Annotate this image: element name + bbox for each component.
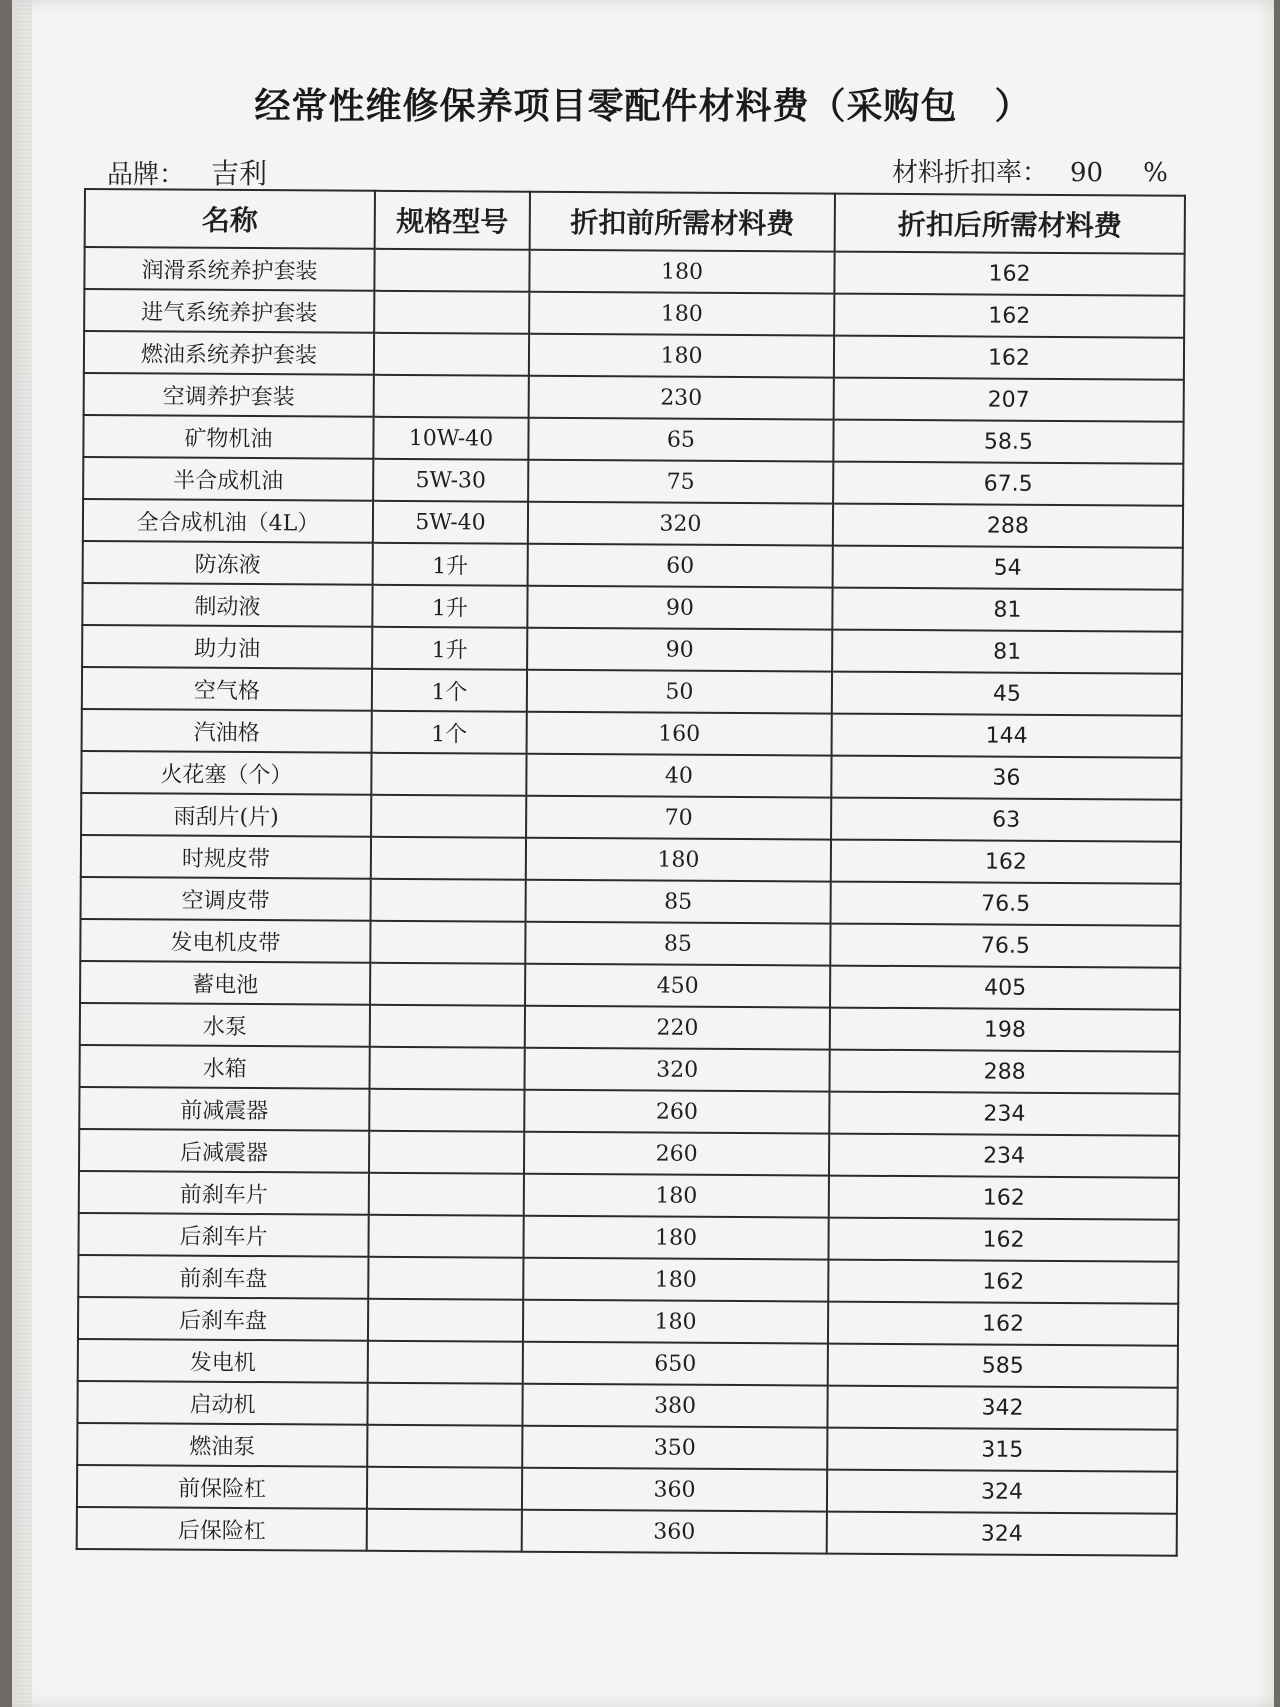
cell-cost-after: 234 — [829, 1134, 1179, 1178]
cell-spec — [367, 1383, 522, 1426]
table-row — [79, 1087, 1179, 1136]
cell-cost-after: 288 — [833, 504, 1183, 548]
cell-spec — [374, 291, 529, 334]
cell-cost-after: 162 — [834, 252, 1184, 296]
cell-spec: 5W-40 — [373, 501, 528, 544]
cell-cost-before: 160 — [527, 712, 832, 756]
cell-name: 蓄电池 — [80, 961, 370, 1005]
cell-cost-before: 180 — [529, 292, 834, 336]
cell-spec — [371, 753, 526, 796]
cell-cost-before: 180 — [529, 250, 834, 294]
cell-name: 前刹车片 — [79, 1171, 369, 1215]
table-body — [77, 247, 1185, 1556]
table-row — [80, 1045, 1180, 1094]
cell-name: 前刹车盘 — [78, 1255, 368, 1299]
cell-spec — [367, 1467, 522, 1510]
table-row — [80, 1003, 1180, 1052]
cell-name: 防冻液 — [83, 541, 373, 585]
cell-name: 后减震器 — [79, 1129, 369, 1173]
cell-spec — [368, 1215, 523, 1258]
cell-spec — [370, 963, 525, 1006]
cell-name: 后刹车盘 — [78, 1297, 368, 1341]
cell-cost-before: 360 — [522, 1468, 827, 1512]
cell-cost-before: 180 — [526, 838, 831, 882]
table-row — [78, 1213, 1178, 1262]
cell-cost-before: 90 — [527, 586, 832, 630]
paper-sheet — [12, 0, 1274, 1707]
cell-spec — [371, 879, 526, 922]
cell-cost-after: 198 — [830, 1008, 1180, 1052]
cell-cost-before: 260 — [524, 1090, 829, 1134]
cell-cost-after: 162 — [831, 840, 1181, 884]
cell-cost-after: 234 — [829, 1092, 1179, 1136]
cell-spec — [367, 1425, 522, 1468]
table-row — [79, 1129, 1179, 1178]
cell-cost-after: 76.5 — [830, 924, 1180, 968]
cell-cost-after: 207 — [834, 378, 1184, 422]
cell-cost-after: 405 — [830, 966, 1180, 1010]
cell-cost-after: 342 — [827, 1386, 1177, 1430]
header-cost-before: 折扣前所需材料费 — [530, 192, 835, 252]
cell-spec — [374, 333, 529, 376]
cell-cost-before: 50 — [527, 670, 832, 714]
cell-cost-before: 350 — [522, 1426, 827, 1470]
cell-spec — [369, 1089, 524, 1132]
cell-cost-before: 85 — [526, 880, 831, 924]
cell-cost-after: 36 — [831, 756, 1181, 800]
cell-spec — [370, 1047, 525, 1090]
cell-cost-before: 320 — [525, 1048, 830, 1092]
table-row — [81, 793, 1181, 842]
cell-name: 空调皮带 — [81, 877, 371, 921]
cell-cost-after: 162 — [829, 1176, 1179, 1220]
cell-name: 汽油格 — [82, 709, 372, 753]
table-row — [77, 1465, 1177, 1514]
cell-name: 启动机 — [77, 1381, 367, 1425]
cell-spec: 1升 — [372, 585, 527, 628]
cell-cost-before: 260 — [524, 1132, 829, 1176]
cell-cost-after: 162 — [828, 1302, 1178, 1346]
cell-cost-after: 162 — [834, 294, 1184, 338]
brand-line — [107, 152, 267, 192]
cell-spec — [371, 795, 526, 838]
table-header-row — [85, 189, 1185, 254]
cell-spec — [369, 1131, 524, 1174]
cell-name: 火花塞（个） — [81, 751, 371, 795]
cell-cost-before: 75 — [528, 460, 833, 504]
cell-name: 水泵 — [80, 1003, 370, 1047]
table-row — [83, 541, 1183, 590]
cell-spec: 1个 — [372, 711, 527, 754]
cell-cost-before: 650 — [523, 1342, 828, 1386]
table-row — [79, 1171, 1179, 1220]
cell-cost-after: 54 — [833, 546, 1183, 590]
header-spec: 规格型号 — [375, 191, 530, 250]
table-row — [78, 1297, 1178, 1346]
cell-spec — [368, 1299, 523, 1342]
cell-cost-after: 324 — [827, 1470, 1177, 1514]
cell-name: 时规皮带 — [81, 835, 371, 879]
cell-cost-after: 76.5 — [831, 882, 1181, 926]
brand-value: 吉利 — [211, 157, 268, 190]
cell-spec — [371, 837, 526, 880]
table-row — [80, 961, 1180, 1010]
table-row — [83, 415, 1183, 464]
cell-cost-before: 180 — [524, 1174, 829, 1218]
cell-cost-before: 180 — [523, 1300, 828, 1344]
table-row — [81, 877, 1181, 926]
table-row — [84, 289, 1184, 338]
cell-name: 空调养护套装 — [84, 373, 374, 417]
cell-name: 燃油泵 — [77, 1423, 367, 1467]
cell-spec — [374, 249, 529, 292]
cell-cost-after: 63 — [831, 798, 1181, 842]
cell-cost-before: 90 — [527, 628, 832, 672]
cell-cost-before: 320 — [528, 502, 833, 546]
table-row — [78, 1255, 1178, 1304]
cell-name: 进气系统养护套装 — [84, 289, 374, 333]
table-row — [83, 457, 1183, 506]
cell-cost-after: 81 — [832, 630, 1182, 674]
cell-name: 助力油 — [82, 625, 372, 669]
cell-cost-before: 85 — [525, 922, 830, 966]
table-row — [82, 583, 1182, 632]
cell-spec — [368, 1341, 523, 1384]
cell-spec — [374, 375, 529, 418]
cell-cost-after: 162 — [828, 1218, 1178, 1262]
table-row — [82, 709, 1182, 758]
cell-name: 前减震器 — [79, 1087, 369, 1131]
cell-name: 雨刮片(片) — [81, 793, 371, 837]
table-row — [77, 1423, 1177, 1472]
cell-spec: 1升 — [372, 627, 527, 670]
cell-spec: 10W-40 — [373, 417, 528, 460]
header-cost-after: 折扣后所需材料费 — [835, 194, 1185, 254]
cell-name: 水箱 — [80, 1045, 370, 1089]
cell-spec: 1升 — [373, 543, 528, 586]
cell-cost-after: 162 — [828, 1260, 1178, 1304]
discount-line — [892, 152, 1168, 189]
cell-name: 前保险杠 — [77, 1465, 367, 1509]
cell-cost-after: 585 — [828, 1344, 1178, 1388]
cell-cost-after: 67.5 — [833, 462, 1183, 506]
cell-name: 矿物机油 — [83, 415, 373, 459]
cell-cost-before: 180 — [529, 334, 834, 378]
table-row — [82, 667, 1182, 716]
cell-cost-after: 324 — [827, 1512, 1177, 1556]
cell-spec — [370, 921, 525, 964]
cell-cost-before: 180 — [523, 1216, 828, 1260]
cell-cost-after: 288 — [829, 1050, 1179, 1094]
cell-name: 润滑系统养护套装 — [84, 247, 374, 291]
cell-spec: 5W-30 — [373, 459, 528, 502]
cell-name: 半合成机油 — [83, 457, 373, 501]
paper-stack-edge — [12, 0, 32, 1707]
cell-spec — [367, 1509, 522, 1552]
cell-cost-after: 315 — [827, 1428, 1177, 1472]
cell-name: 全合成机油（4L） — [83, 499, 373, 543]
parts-cost-table — [76, 188, 1186, 1557]
discount-value: 90 — [1070, 158, 1104, 188]
cell-cost-after: 162 — [834, 336, 1184, 380]
cell-name: 制动液 — [82, 583, 372, 627]
cell-cost-after: 58.5 — [833, 420, 1183, 464]
brand-label: 品牌： — [107, 160, 186, 190]
cell-cost-before: 180 — [523, 1258, 828, 1302]
cell-cost-before: 220 — [525, 1006, 830, 1050]
cell-cost-after: 45 — [832, 672, 1182, 716]
cell-name: 发电机皮带 — [80, 919, 370, 963]
table-row — [80, 919, 1180, 968]
cell-spec — [368, 1257, 523, 1300]
table-row — [82, 625, 1182, 674]
cell-name: 燃油系统养护套装 — [84, 331, 374, 375]
cell-cost-before: 40 — [526, 754, 831, 798]
cell-spec — [370, 1005, 525, 1048]
document-title: 经常性维修保养项目零配件材料费（采购包 ） — [254, 85, 1032, 127]
table-row — [81, 835, 1181, 884]
cell-name: 后保险杠 — [77, 1507, 367, 1551]
cell-cost-after: 81 — [832, 588, 1182, 632]
cell-name: 空气格 — [82, 667, 372, 711]
cell-cost-before: 65 — [528, 418, 833, 462]
cell-cost-before: 230 — [529, 376, 834, 420]
cell-cost-before: 70 — [526, 796, 831, 840]
cell-cost-after: 144 — [832, 714, 1182, 758]
table-row — [83, 499, 1183, 548]
cell-spec — [369, 1173, 524, 1216]
table-row — [84, 373, 1184, 422]
discount-unit: % — [1143, 158, 1168, 188]
cell-name: 后刹车片 — [78, 1213, 368, 1257]
cell-cost-before: 380 — [522, 1384, 827, 1428]
cell-cost-before: 360 — [522, 1510, 827, 1554]
discount-label: 材料折扣率： — [892, 158, 1049, 188]
header-name: 名称 — [85, 189, 375, 249]
table-row — [84, 331, 1184, 380]
table-row — [77, 1507, 1177, 1556]
cell-name: 发电机 — [78, 1339, 368, 1383]
table-row — [78, 1339, 1178, 1388]
cell-cost-before: 60 — [528, 544, 833, 588]
table-row — [84, 247, 1184, 296]
table-row — [77, 1381, 1177, 1430]
table-row — [81, 751, 1181, 800]
cell-spec: 1个 — [372, 669, 527, 712]
cell-cost-before: 450 — [525, 964, 830, 1008]
